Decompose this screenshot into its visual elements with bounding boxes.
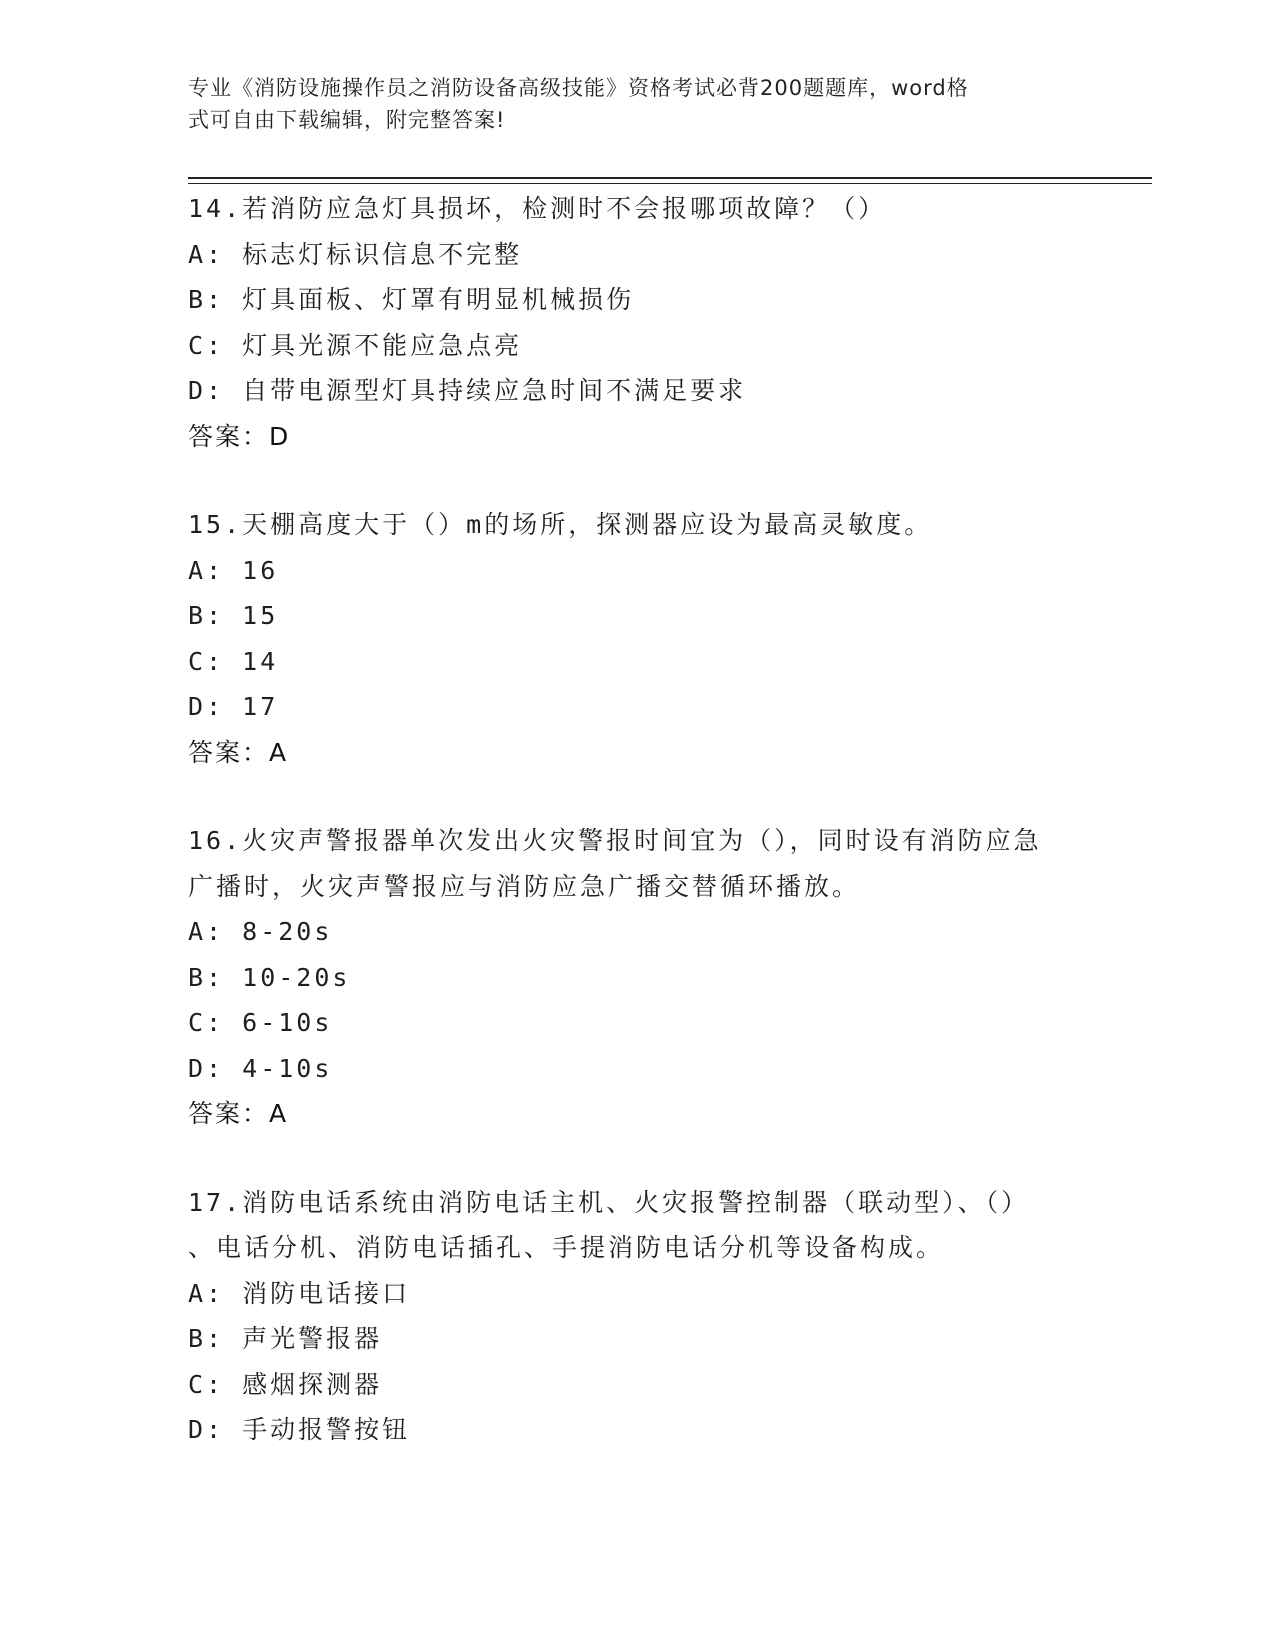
header-line-1: 专业《消防设施操作员之消防设备高级技能》资格考试必背200题题库，word格 (188, 76, 969, 100)
question-14 (188, 186, 1088, 459)
answer-line (188, 1091, 1088, 1137)
option-c: C: 灯具光源不能应急点亮 (188, 330, 523, 360)
option-a: A: 消防电话接口 (188, 1278, 411, 1308)
question-title-line-1: 17.消防电话系统由消防电话主机、火灾报警控制器（联动型）、（） (188, 1187, 1030, 1217)
option-c: C: 感烟探测器 (188, 1369, 383, 1399)
option-b: B: 声光警报器 (188, 1324, 383, 1353)
header-divider-thin (188, 183, 1152, 184)
question-16 (188, 818, 1088, 1137)
question-15 (188, 502, 1088, 775)
option-b: B: 灯具面板、灯罩有明显机械损伤 (188, 285, 635, 314)
option-a: A: 标志灯标识信息不完整 (188, 239, 523, 269)
option-c: C: 14 (188, 646, 279, 676)
question-17 (188, 1180, 1088, 1453)
answer-value: A (269, 737, 288, 767)
question-title: 14.若消防应急灯具损坏，检测时不会报哪项故障？（） (188, 194, 887, 223)
answer-line (188, 730, 1088, 776)
option-c: C: 6-10s (188, 1008, 333, 1037)
question-title-line-2: 广播时，火灾声警报应与消防应急广播交替循环播放。 (188, 871, 861, 901)
answer-label: 答案： (188, 421, 270, 451)
answer-label: 答案： (188, 737, 270, 767)
option-d: D: 手动报警按钮 (188, 1415, 411, 1444)
option-d: D: 自带电源型灯具持续应急时间不满足要求 (188, 376, 747, 405)
header-line-2: 式可自由下载编辑，附完整答案! (188, 108, 506, 132)
question-title-line-2: 、电话分机、消防电话插孔、手提消防电话分机等设备构成。 (188, 1233, 945, 1262)
option-d: D: 4-10s (188, 1053, 333, 1083)
option-a: A: 16 (188, 555, 279, 585)
header-divider-thick (188, 177, 1152, 179)
question-title-line-1: 16.火灾声警报器单次发出火灾警报时间宜为（），同时设有消防应急 (188, 826, 1042, 855)
option-b: B: 10-20s (188, 962, 351, 992)
question-list (188, 186, 1088, 1453)
option-b: B: 15 (188, 601, 279, 630)
answer-line (188, 414, 1088, 460)
answer-label: 答案： (188, 1099, 270, 1128)
answer-value: A (269, 1099, 288, 1128)
option-a: A: 8-20s (188, 917, 333, 946)
document-header (188, 72, 1068, 136)
question-title: 15.天棚高度大于（）m的场所，探测器应设为最高灵敏度。 (188, 510, 933, 539)
option-d: D: 17 (188, 692, 279, 721)
answer-value: D (269, 421, 290, 451)
